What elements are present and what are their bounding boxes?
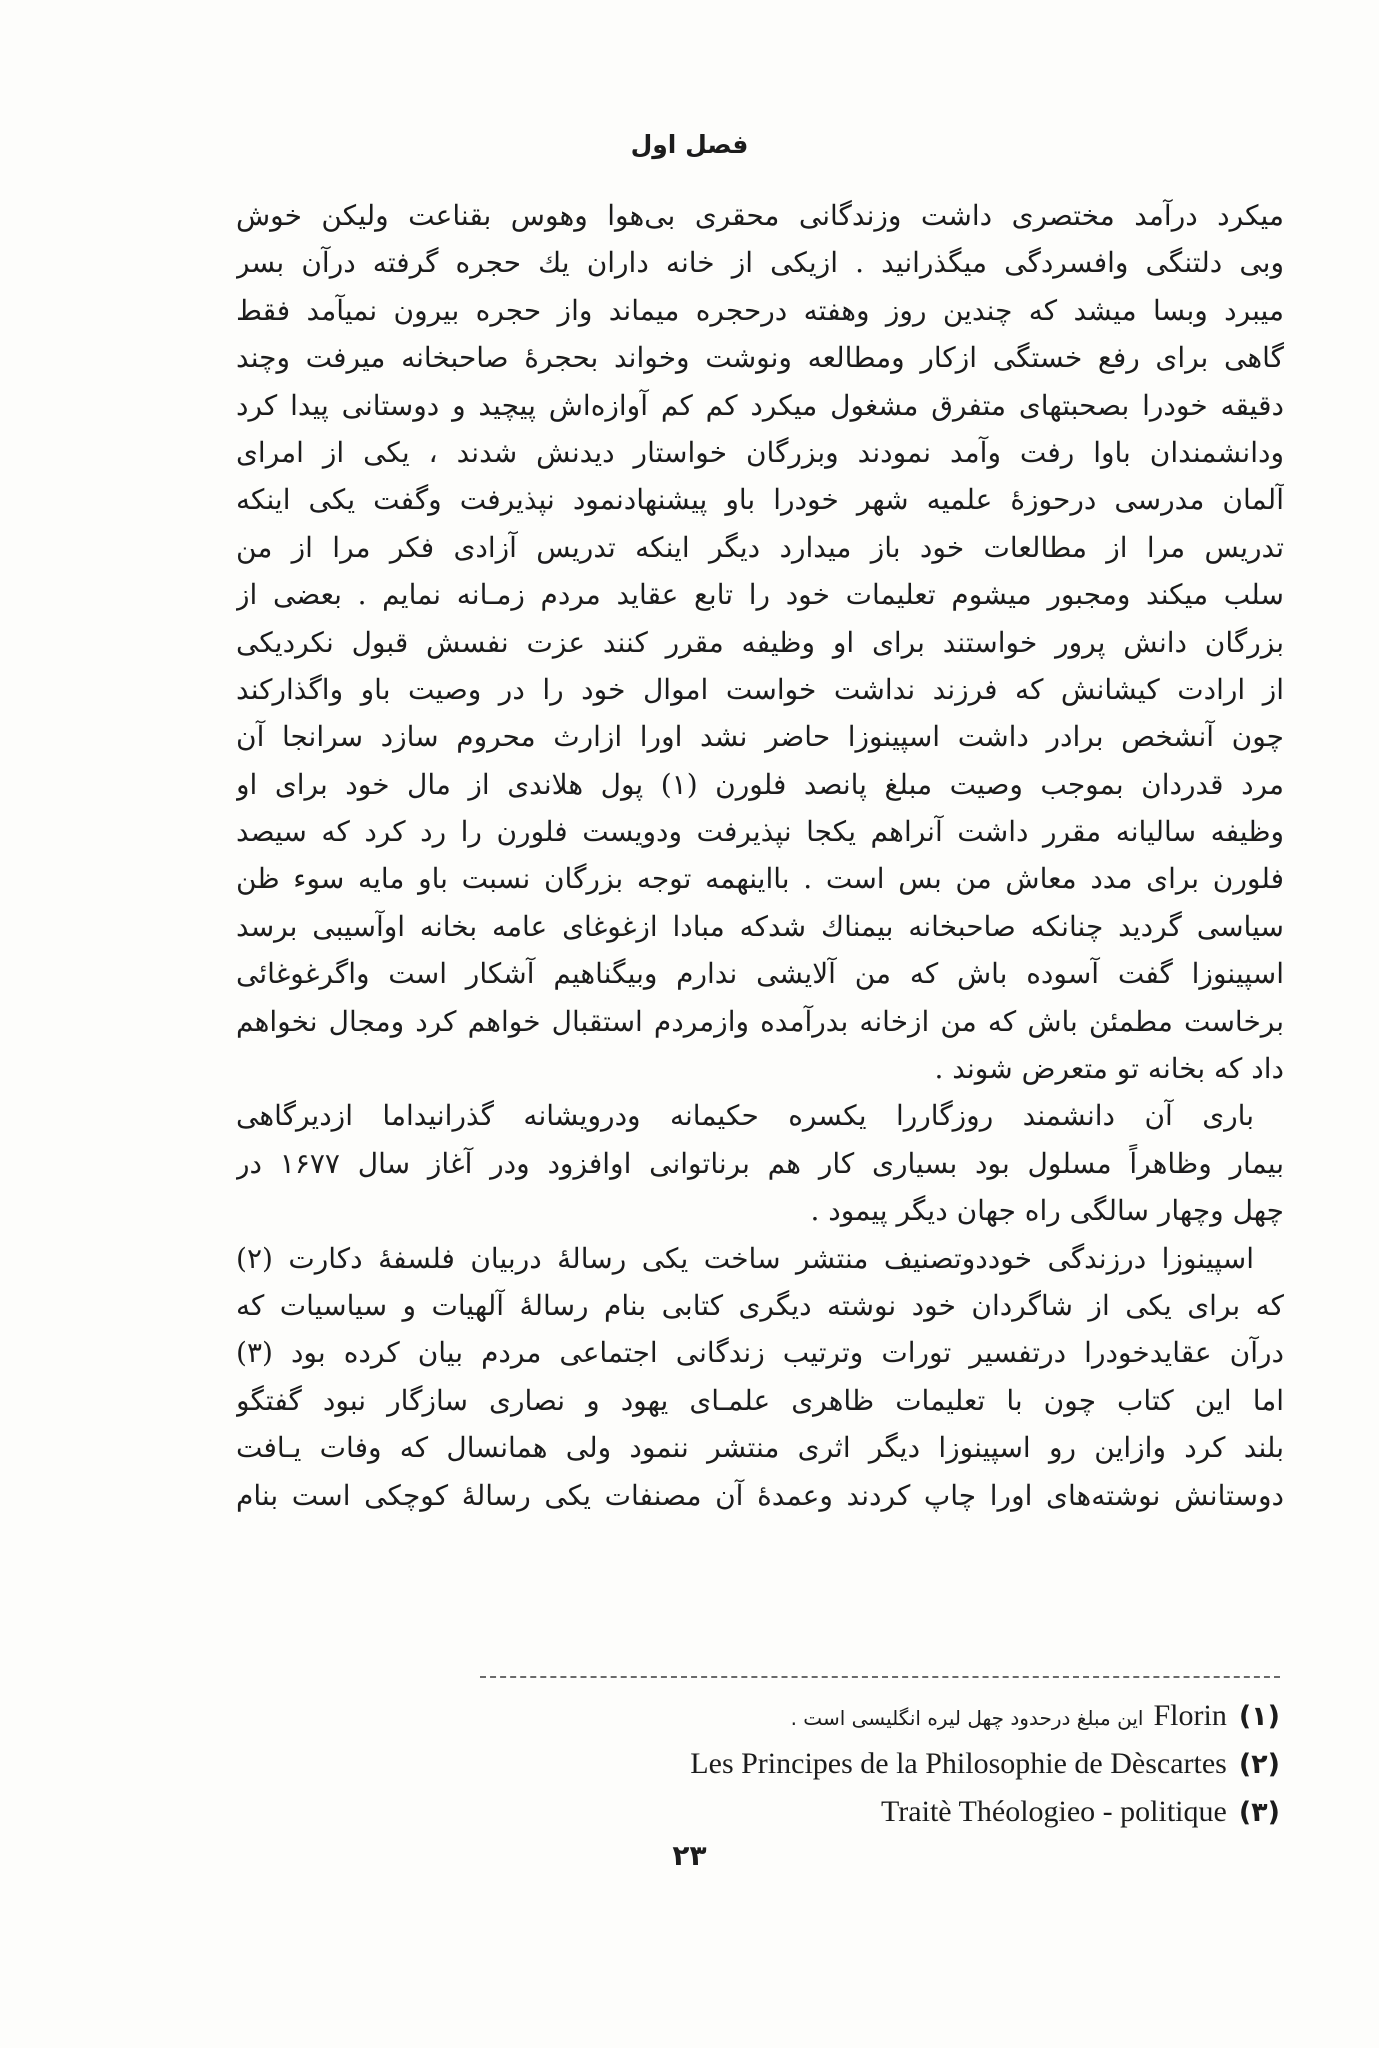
footnote-latin-text: Les Principes de la Philosophie de Dèscartes bbox=[690, 1747, 1227, 1780]
text-line: بزرگان دانش پرور خواستند برای او وظیفه مقرر کنند عزت نفسش قبول نکردیکی bbox=[236, 625, 1284, 659]
text-line: از ارادت کیشانش که فرزند نداشت خواست اموال خود را در وصیت باو واگذارکند bbox=[236, 672, 1284, 706]
text-line: اسپینوزا گفت آسوده باش که من آلایشی ندارم وبیگناهیم آشکار است واگرغوغائی bbox=[236, 957, 1284, 991]
text-line: مرد قدردان بموجب وصیت مبلغ پانصد فلورن (۱) پول هلاندی از مال خود برای او bbox=[236, 767, 1284, 801]
text-line: فلورن برای مدد معاش من بس است . بااینهمه توجه بزرگان نسبت باو مایه سوء ظن bbox=[236, 862, 1284, 896]
footnotes bbox=[440, 1692, 1280, 1836]
text-line: دوستانش نوشته‌های اورا چاپ کردند وعمدهٔ آن مصنفات یکی رسالهٔ کوچکی است بنام bbox=[236, 1478, 1284, 1512]
body-text bbox=[236, 192, 1284, 1519]
chapter-title: فصل اول bbox=[630, 130, 749, 159]
footnote-persian-text: این مبلغ درحدود چهل لیره انگلیسی است . bbox=[790, 1706, 1144, 1730]
footnote-number: (۱) bbox=[1238, 1701, 1280, 1732]
footnote-1 bbox=[440, 1692, 1280, 1740]
text-line: چهل وچهار سالگی راه جهان دیگر پیمود . bbox=[810, 1194, 1284, 1228]
text-line: وظیفه سالیانه مقرر داشت آنراهم یکجا نپذیرفت ودویست فلورن را رد کرد که سیصد bbox=[236, 815, 1284, 849]
text-line: اما این کتاب چون با تعلیمات ظاهری علمـای یهود و نصاری سازگار نبود گفتگو bbox=[236, 1383, 1284, 1417]
text-line: آلمان مدرسی درحوزهٔ علمیه شهر خودرا باو پیشنهادنمود نپذیرفت وگفت یکی اینکه bbox=[236, 483, 1284, 517]
text-line: دقیقه خودرا بصحبتهای متفرق مشغول میکرد کم کم آوازه‌اش پیچید و دوستانی پیدا کرد bbox=[236, 388, 1284, 422]
text-line: برخاست مطمئن باش که من ازخانه بدرآمده وازمردم استقبال خواهم کرد ومجال نخواهم bbox=[236, 1004, 1284, 1038]
text-line: بیمار وظاهراً مسلول بود بسیاری کار هم برناتوانی اوافزود ودر آغاز سال ۱۶۷۷ در bbox=[236, 1146, 1284, 1180]
footnote-separator bbox=[480, 1676, 1280, 1678]
text-line: وبی دلتنگی وافسردگی میگذرانید . ازیکی از خانه داران یك حجره گرفته درآن بسر bbox=[236, 246, 1284, 280]
footnote-2 bbox=[440, 1740, 1280, 1788]
text-line: اسپینوزا درزندگی خوددوتصنیف منتشر ساخت یکی رسالهٔ دربیان فلسفهٔ دکارت (۲) bbox=[236, 1241, 1254, 1275]
text-line: باری آن دانشمند روزگاررا یکسره حکیمانه ودرویشانه گذرانیداما ازدیرگاهی bbox=[236, 1099, 1254, 1133]
text-line: که برای یکی از شاگردان خود نوشته دیگری کتابی بنام رسالهٔ آلهیات و سیاسیات که bbox=[236, 1288, 1284, 1322]
text-line: میکرد درآمد مختصری داشت وزندگانی محقری بی‌هوا وهوس بقناعت ولیکن خوش bbox=[236, 199, 1284, 232]
text-line: ودانشمندان باوا رفت وآمد نمودند وبزرگان خواستار دیدنش شدند ، یکی از امرای bbox=[236, 435, 1284, 469]
footnote-latin-text: Traitè Théologieo - politique bbox=[881, 1795, 1227, 1828]
footnote-number: (۲) bbox=[1238, 1749, 1280, 1780]
text-line: درآن عقایدخودرا درتفسیر تورات وترتیب زندگانی اجتماعی مردم بیان کرده بود (۳) bbox=[236, 1336, 1284, 1370]
page-number: ۲۳ bbox=[672, 1839, 707, 1872]
text-line: چون آنشخص برادر داشت اسپینوزا حاضر نشد اورا ازارث محروم سازد سرانجا آن bbox=[236, 720, 1284, 754]
text-line: میبرد وبسا میشد که چندین روز وهفته درحجره میماند واز حجره بیرون نمیآمد فقط bbox=[236, 293, 1284, 327]
text-line: داد که بخانه تو متعرض شوند . bbox=[934, 1052, 1284, 1086]
text-line: سیاسی گردید چنانکه صاحبخانه بیمناك شدکه مبادا ازغوغای عامه بخانه اوآسیبی برسد bbox=[236, 909, 1284, 943]
text-line: تدریس مرا از مطالعات خود باز میدارد دیگر اینکه تدریس آزادی فکر مرا از من bbox=[236, 530, 1284, 564]
text-line: بلند کرد وازاین رو اسپینوزا دیگر اثری منتشر ننمود ولی همانسال که وفات یـافت bbox=[236, 1431, 1284, 1465]
footnote-3 bbox=[440, 1788, 1280, 1836]
text-line: گاهی برای رفع خستگی ازکار ومطالعه ونوشت وخواند بحجرهٔ صاحبخانه میرفت وچند bbox=[236, 341, 1284, 375]
footnote-number: (۳) bbox=[1238, 1797, 1280, 1828]
text-line: سلب میکند ومجبور میشوم تعلیمات خود را تابع عقاید مردم زمـانه نمایم . بعضی از bbox=[236, 578, 1284, 612]
footnote-latin-text: Florin bbox=[1153, 1699, 1227, 1732]
